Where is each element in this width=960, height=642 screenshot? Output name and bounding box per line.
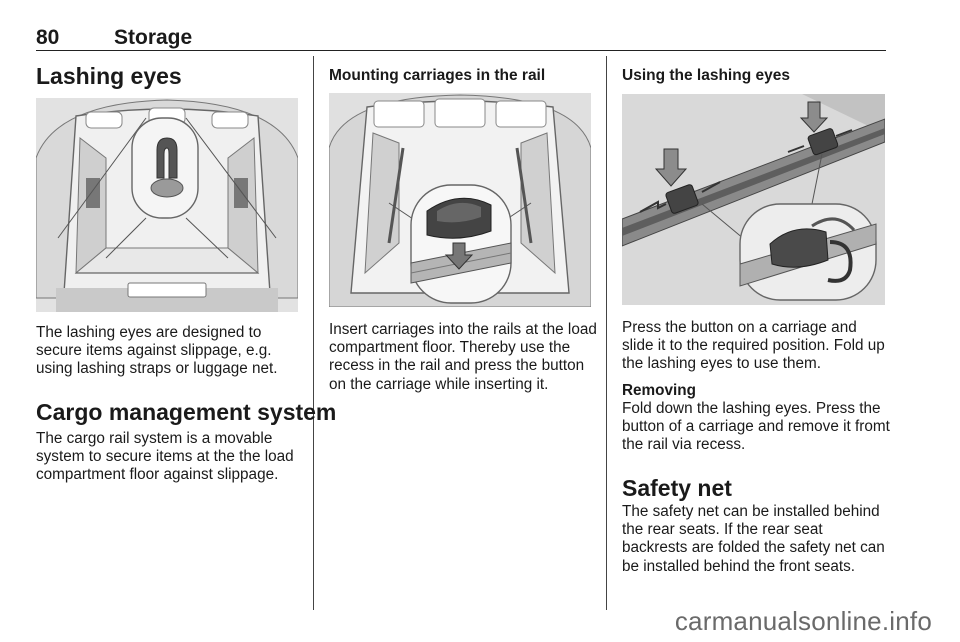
using-lashing-eyes-heading: Using the lashing eyes xyxy=(622,67,790,84)
safety-net-heading: Safety net xyxy=(622,475,732,501)
removing-heading: Removing xyxy=(622,382,696,399)
cargo-management-heading: Cargo management system xyxy=(36,399,337,425)
trunk-lashing-eye-illustration xyxy=(36,98,298,312)
lashing-eyes-heading: Lashing eyes xyxy=(36,63,182,89)
removing-text: Fold down the lashing eyes. Press the button of a carriage and remove it fromt the rail via recess. xyxy=(622,400,890,454)
column-divider-2 xyxy=(606,56,607,610)
mounting-carriages-heading: Mounting carriages in the rail xyxy=(329,67,546,84)
cargo-management-text: The cargo rail system is a movable system to secure items at the the load compartment floor against slippage. xyxy=(36,430,294,484)
page-number: 80 xyxy=(36,26,60,49)
lashing-eyes-text: The lashing eyes are designed to secure items against slippage, e.g. using lashing straps or luggage net. xyxy=(36,324,278,378)
watermark-text: carmanualsonline.info xyxy=(674,606,932,636)
section-title: Storage xyxy=(114,26,193,49)
header-divider xyxy=(36,50,886,51)
safety-net-text: The safety net can be installed behind the rear seats. If the rear seat backrests are folded the safety net can be installed behind the front seats. xyxy=(622,503,885,575)
column-divider-1 xyxy=(313,56,314,610)
lashing-eye-usage-illustration xyxy=(622,94,885,305)
mounting-carriages-text: Insert carriages into the rails at the load compartment floor. Thereby use the recess in the rail and press the button on the carriage while inserting it. xyxy=(329,321,597,393)
mounting-carriage-illustration xyxy=(329,93,591,307)
using-lashing-eyes-text: Press the button on a carriage and slide it to the required position. Fold up the lashing eyes to use them. xyxy=(622,319,885,373)
